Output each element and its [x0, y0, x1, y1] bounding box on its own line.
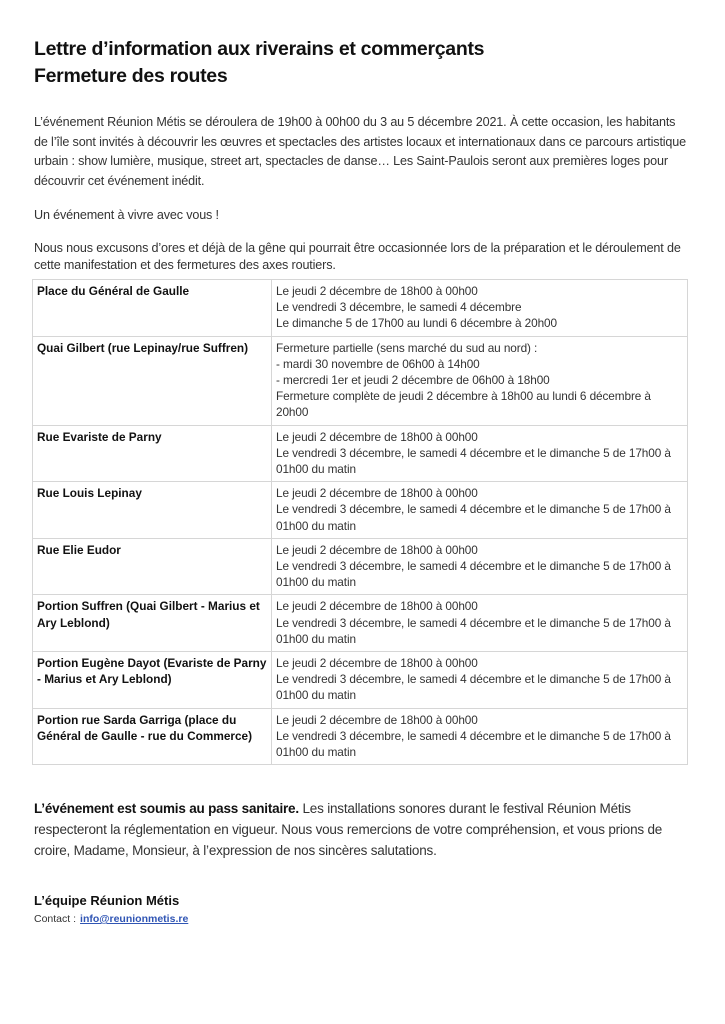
street-name-cell: Quai Gilbert (rue Lepinay/rue Suffren): [33, 336, 272, 425]
street-name-cell: Portion Suffren (Quai Gilbert - Marius et Ary Leblond): [33, 595, 272, 652]
schedule-line: Fermeture complète de jeudi 2 décembre à 18h00 au lundi 6 décembre à 20h00: [276, 389, 651, 420]
schedule-cell: [272, 280, 688, 337]
schedule-line: - mardi 30 novembre de 06h00 à 14h00: [276, 356, 480, 371]
schedule-line: Le jeudi 2 décembre de 18h00 à 00h00: [276, 599, 478, 614]
page-title: [34, 36, 690, 90]
pass-sanitaire-notice: L’événement est soumis au pass sanitaire.: [34, 801, 299, 816]
schedule-line: - mercredi 1er et jeudi 2 décembre de 06h00 à 18h00: [276, 373, 550, 388]
schedule-cell: [272, 652, 688, 709]
table-row: [33, 708, 688, 765]
street-name-cell: Rue Louis Lepinay: [33, 482, 272, 539]
street-name-cell: Portion Eugène Dayot (Evariste de Parny - Marius et Ary Leblond): [33, 652, 272, 709]
schedule-line: Le vendredi 3 décembre, le samedi 4 décembre et le dimanche 5 de 17h00 à 01h00 du matin: [276, 728, 671, 760]
table-row: [33, 425, 688, 482]
schedule-line: Le vendredi 3 décembre, le samedi 4 décembre et le dimanche 5 de 17h00 à 01h00 du matin: [276, 672, 671, 703]
tagline-paragraph: Un événement à vivre avec vous !: [34, 208, 219, 222]
contact-line: [34, 913, 188, 925]
title-line-2: Fermeture des routes: [34, 65, 228, 87]
schedule-line: Le vendredi 3 décembre, le samedi 4 décembre et le dimanche 5 de 17h00 à 01h00 du matin: [276, 559, 671, 590]
schedule-cell: [272, 425, 688, 482]
schedule-line: Le jeudi 2 décembre de 18h00 à 00h00: [276, 429, 478, 444]
table-row: [33, 538, 688, 595]
schedule-cell: [272, 336, 688, 425]
closing-text: Les installations sonores durant le festival Réunion Métis respecteront la réglementation en vigueur. Nous vous remercions de votre compréhension, et vous prions de croire, Madame, Monsieur, à l’expression de nos sincères salutations.: [34, 801, 663, 858]
schedule-line: Le vendredi 3 décembre, le samedi 4 décembre et le dimanche 5 de 17h00 à 01h00 du matin: [276, 445, 671, 477]
signature: L’équipe Réunion Métis: [34, 893, 180, 908]
schedule-line: Le jeudi 2 décembre de 18h00 à 00h00: [276, 656, 478, 671]
schedule-cell: [272, 595, 688, 652]
letter-body: [34, 36, 690, 274]
table-row: [33, 595, 688, 652]
schedule-line: Le dimanche 5 de 17h00 au lundi 6 décembre à 20h00: [276, 316, 557, 331]
schedule-line: Le jeudi 2 décembre de 18h00 à 00h00: [276, 486, 478, 501]
contact-label: Contact :: [34, 913, 77, 925]
table-row: [33, 280, 688, 337]
street-name-cell: Rue Evariste de Parny: [33, 425, 272, 482]
schedule-line: Le jeudi 2 décembre de 18h00 à 00h00: [276, 284, 478, 298]
closing-paragraph: [34, 798, 694, 861]
schedule-cell: [272, 708, 688, 765]
street-name-cell: Rue Elie Eudor: [33, 538, 272, 595]
title-line-1: Lettre d’information aux riverains et commerçants: [34, 38, 485, 60]
schedule-line: Le jeudi 2 décembre de 18h00 à 00h00: [276, 542, 478, 557]
street-name-cell: Place du Général de Gaulle: [33, 280, 272, 337]
street-name-cell: Portion rue Sarda Garriga (place du Général de Gaulle - rue du Commerce): [33, 708, 272, 765]
schedule-line: Fermeture partielle (sens marché du sud au nord) :: [276, 340, 538, 355]
table-row: [33, 482, 688, 539]
schedule-line: Le vendredi 3 décembre, le samedi 4 décembre et le dimanche 5 de 17h00 à 01h00 du matin: [276, 615, 671, 646]
schedule-line: Le jeudi 2 décembre de 18h00 à 00h00: [276, 712, 478, 727]
table-row: [33, 336, 688, 425]
table-row: [33, 652, 688, 709]
schedule-cell: [272, 538, 688, 595]
schedule-cell: [272, 482, 688, 539]
schedule-line: Le vendredi 3 décembre, le samedi 4 décembre: [276, 300, 522, 315]
contact-email-link[interactable]: info@reunionmetis.re: [80, 913, 189, 925]
apology-paragraph: Nous nous excusons d’ores et déjà de la gêne qui pourrait être occasionnée lors de la préparation et le déroulement de cette manifestation et des fermetures des axes routiers.: [34, 240, 681, 272]
road-closures-table: [32, 279, 688, 765]
schedule-line: Le vendredi 3 décembre, le samedi 4 décembre et le dimanche 5 de 17h00 à 01h00 du matin: [276, 502, 671, 533]
intro-paragraph: L’événement Réunion Métis se déroulera de 19h00 à 00h00 du 3 au 5 décembre 2021. À cette occasion, les habitants de l’île sont invités à découvrir les œuvres et spectacles des artistes locaux et internationaux dans ce parcours artistique urbain : show lumière, musique, street art, spectacles de danse… Les Saint-Paulois seront aux premières loges pour découvrir cet événement inédit.: [34, 115, 686, 188]
